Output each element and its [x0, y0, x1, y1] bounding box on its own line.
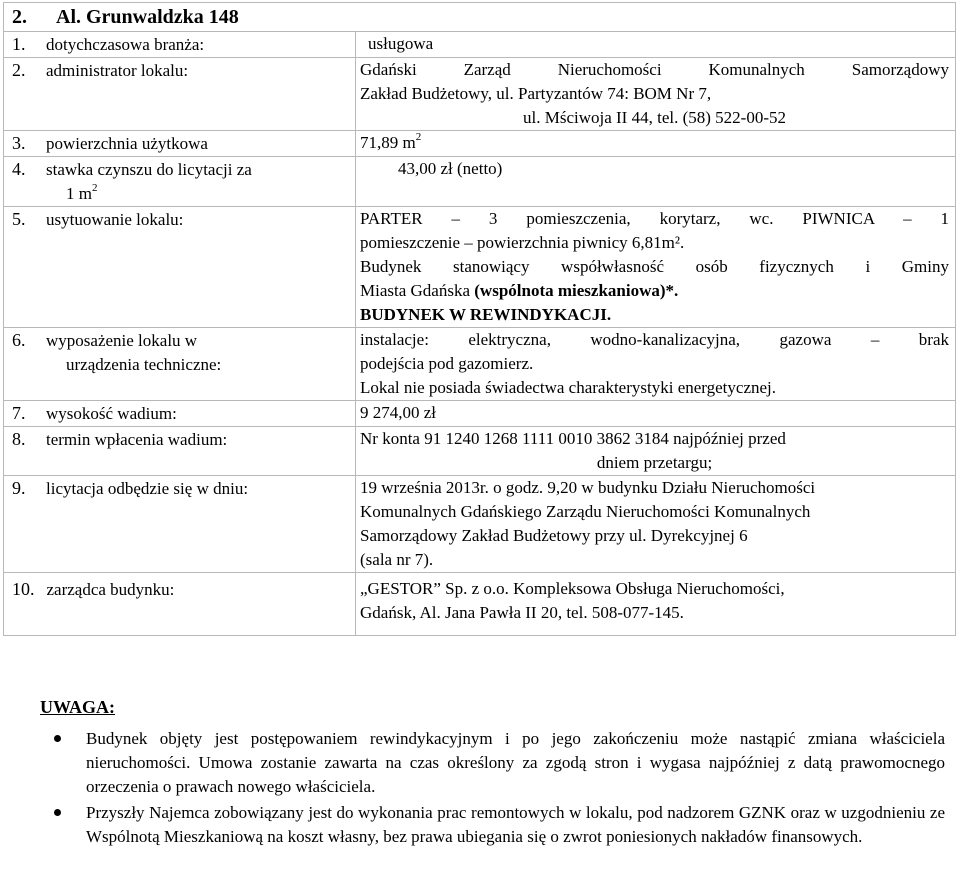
row-label: [4, 131, 356, 157]
table-row: [4, 157, 956, 207]
row-label-text: termin wpłacenia wadium:: [46, 430, 228, 449]
header-row: [4, 3, 956, 32]
row-label-text: administrator lokalu:: [46, 61, 189, 80]
row-value: [356, 58, 956, 131]
value-line: 9 274,00 zł: [360, 403, 437, 422]
row-label: [4, 401, 356, 427]
row-value: [356, 207, 956, 328]
row-label: [4, 427, 356, 476]
value-line: pomieszczenie – powierzchnia piwnicy 6,81m².: [360, 233, 685, 252]
value-line: Nr konta 91 1240 1268 1111 0010 3862 3184 najpóźniej przed: [360, 429, 786, 448]
row-number: 9.: [12, 478, 26, 498]
row-value: [356, 427, 956, 476]
row-label-text: usytuowanie lokalu:: [46, 210, 184, 229]
header-address: Al. Grunwaldzka 148: [56, 6, 239, 28]
row-number: 4.: [12, 159, 26, 179]
row-label: [4, 58, 356, 131]
property-details-table: [3, 2, 956, 636]
area-unit-superscript: 2: [415, 131, 422, 143]
note-bullet-text: Budynek objęty jest postępowaniem rewindykacyjnym i po jego zakończeniu może nastąpić zmiana właściciela nieruchomości. Umowa zostanie zawarta na czas określony za zgodą stron i wygasa najpóźniej z datą prawomocnego orzeczenia o prawach nowego właściciela.: [86, 729, 945, 796]
value-line: PARTER – 3 pomieszczenia, korytarz, wc. PIWNICA – 1: [360, 209, 949, 228]
table-row: [4, 207, 956, 328]
row-value: [356, 401, 956, 427]
property-address-heading: [4, 3, 956, 32]
row-number: 7.: [12, 403, 26, 423]
value-line: Lokal nie posiada świadectwa charakterystyki energetycznej.: [360, 378, 777, 397]
row-label-text: dotychczasowa branża:: [46, 35, 205, 54]
row-label: [4, 476, 356, 573]
list-item: [40, 727, 945, 799]
table-row: [4, 573, 956, 636]
row-label: [4, 573, 356, 636]
unit-text: 1 m: [66, 184, 92, 203]
row-label: [4, 328, 356, 401]
table-row: [4, 131, 956, 157]
row-label-text: urządzenia techniczne:: [66, 355, 222, 374]
value-line: Gdański Zarząd Nieruchomości Komunalnych Samorządowy: [360, 60, 949, 79]
row-value: [356, 476, 956, 573]
value-text: Miasta Gdańska: [360, 281, 471, 300]
table-row: [4, 401, 956, 427]
bullet-icon: [54, 735, 61, 742]
row-number: 2.: [12, 60, 26, 80]
value-line: 19 września 2013r. o godz. 9,20 w budynku Działu Nieruchomości: [360, 478, 816, 497]
row-number: 8.: [12, 429, 26, 449]
note-title: UWAGA:: [40, 697, 115, 717]
value-line: 43,00 zł (netto): [398, 159, 503, 178]
row-label: [4, 32, 356, 58]
area-value: 71,89 m: [360, 133, 416, 152]
value-line: Samorządowy Zakład Budżetowy przy ul. Dyrekcyjnej 6: [360, 526, 748, 545]
value-line: podejścia pod gazomierz.: [360, 354, 534, 373]
row-label-text: wyposażenie lokalu w: [46, 331, 198, 350]
value-line: [360, 279, 949, 303]
note-bullet-text: Przyszły Najemca zobowiązany jest do wykonania prac remontowych w lokalu, pod nadzorem GZNK oraz w uzgodnieniu ze Wspólnotą Mieszkaniową na koszt własny, bez prawa ubiegania się o zwrot poniesionych nakładów finansowych.: [86, 803, 945, 846]
value-line: ul. Mściwoja II 44, tel. (58) 522-00-52: [523, 108, 786, 127]
table-row: [4, 476, 956, 573]
row-number: 5.: [12, 209, 26, 229]
row-value: [356, 157, 956, 207]
row-value: [356, 131, 956, 157]
bullet-icon: [54, 809, 61, 816]
unit-superscript: 2: [91, 182, 98, 194]
value-line: „GESTOR” Sp. z o.o. Kompleksowa Obsługa Nieruchomości,: [360, 579, 785, 598]
value-line: Gdańsk, Al. Jana Pawła II 20, tel. 508-077-145.: [360, 603, 684, 622]
row-number: 6.: [12, 330, 26, 350]
row-number: 3.: [12, 133, 26, 153]
row-label: [4, 207, 356, 328]
value-line: Zakład Budżetowy, ul. Partyzantów 74: BOM Nr 7,: [360, 84, 712, 103]
note-section: [40, 695, 945, 851]
value-line: [360, 131, 949, 155]
header-number: 2.: [12, 6, 27, 28]
value-line: dniem przetargu;: [596, 453, 713, 472]
table-row: [4, 328, 956, 401]
row-label-text: [12, 184, 97, 203]
value-line: Komunalnych Gdańskiego Zarządu Nieruchomości Komunalnych: [360, 502, 811, 521]
row-label-text: licytacja odbędzie się w dniu:: [46, 479, 249, 498]
row-value: [356, 328, 956, 401]
row-label-text: stawka czynszu do licytacji za: [46, 160, 252, 179]
row-number: 10.: [12, 579, 35, 599]
row-label-text: wysokość wadium:: [46, 404, 177, 423]
table-row: [4, 427, 956, 476]
row-value: [356, 573, 956, 636]
value-line: (sala nr 7).: [360, 550, 434, 569]
list-item: [40, 801, 945, 849]
value-line: usługowa: [368, 34, 434, 53]
rewindication-notice: BUDYNEK W REWINDYKACJI.: [360, 305, 612, 324]
value-bold-text: (wspólnota mieszkaniowa)*.: [470, 281, 679, 300]
row-number: 1.: [12, 34, 26, 54]
table-row: [4, 32, 956, 58]
row-label-text: zarządca budynku:: [46, 580, 175, 599]
table-row: [4, 58, 956, 131]
row-label-text: powierzchnia użytkowa: [46, 134, 208, 153]
value-line: Budynek stanowiący współwłasność osób fizycznych i Gminy: [360, 257, 949, 276]
row-label: [4, 157, 356, 207]
row-value: [356, 32, 956, 58]
value-line: instalacje: elektryczna, wodno-kanalizacyjna, gazowa – brak: [360, 330, 949, 349]
